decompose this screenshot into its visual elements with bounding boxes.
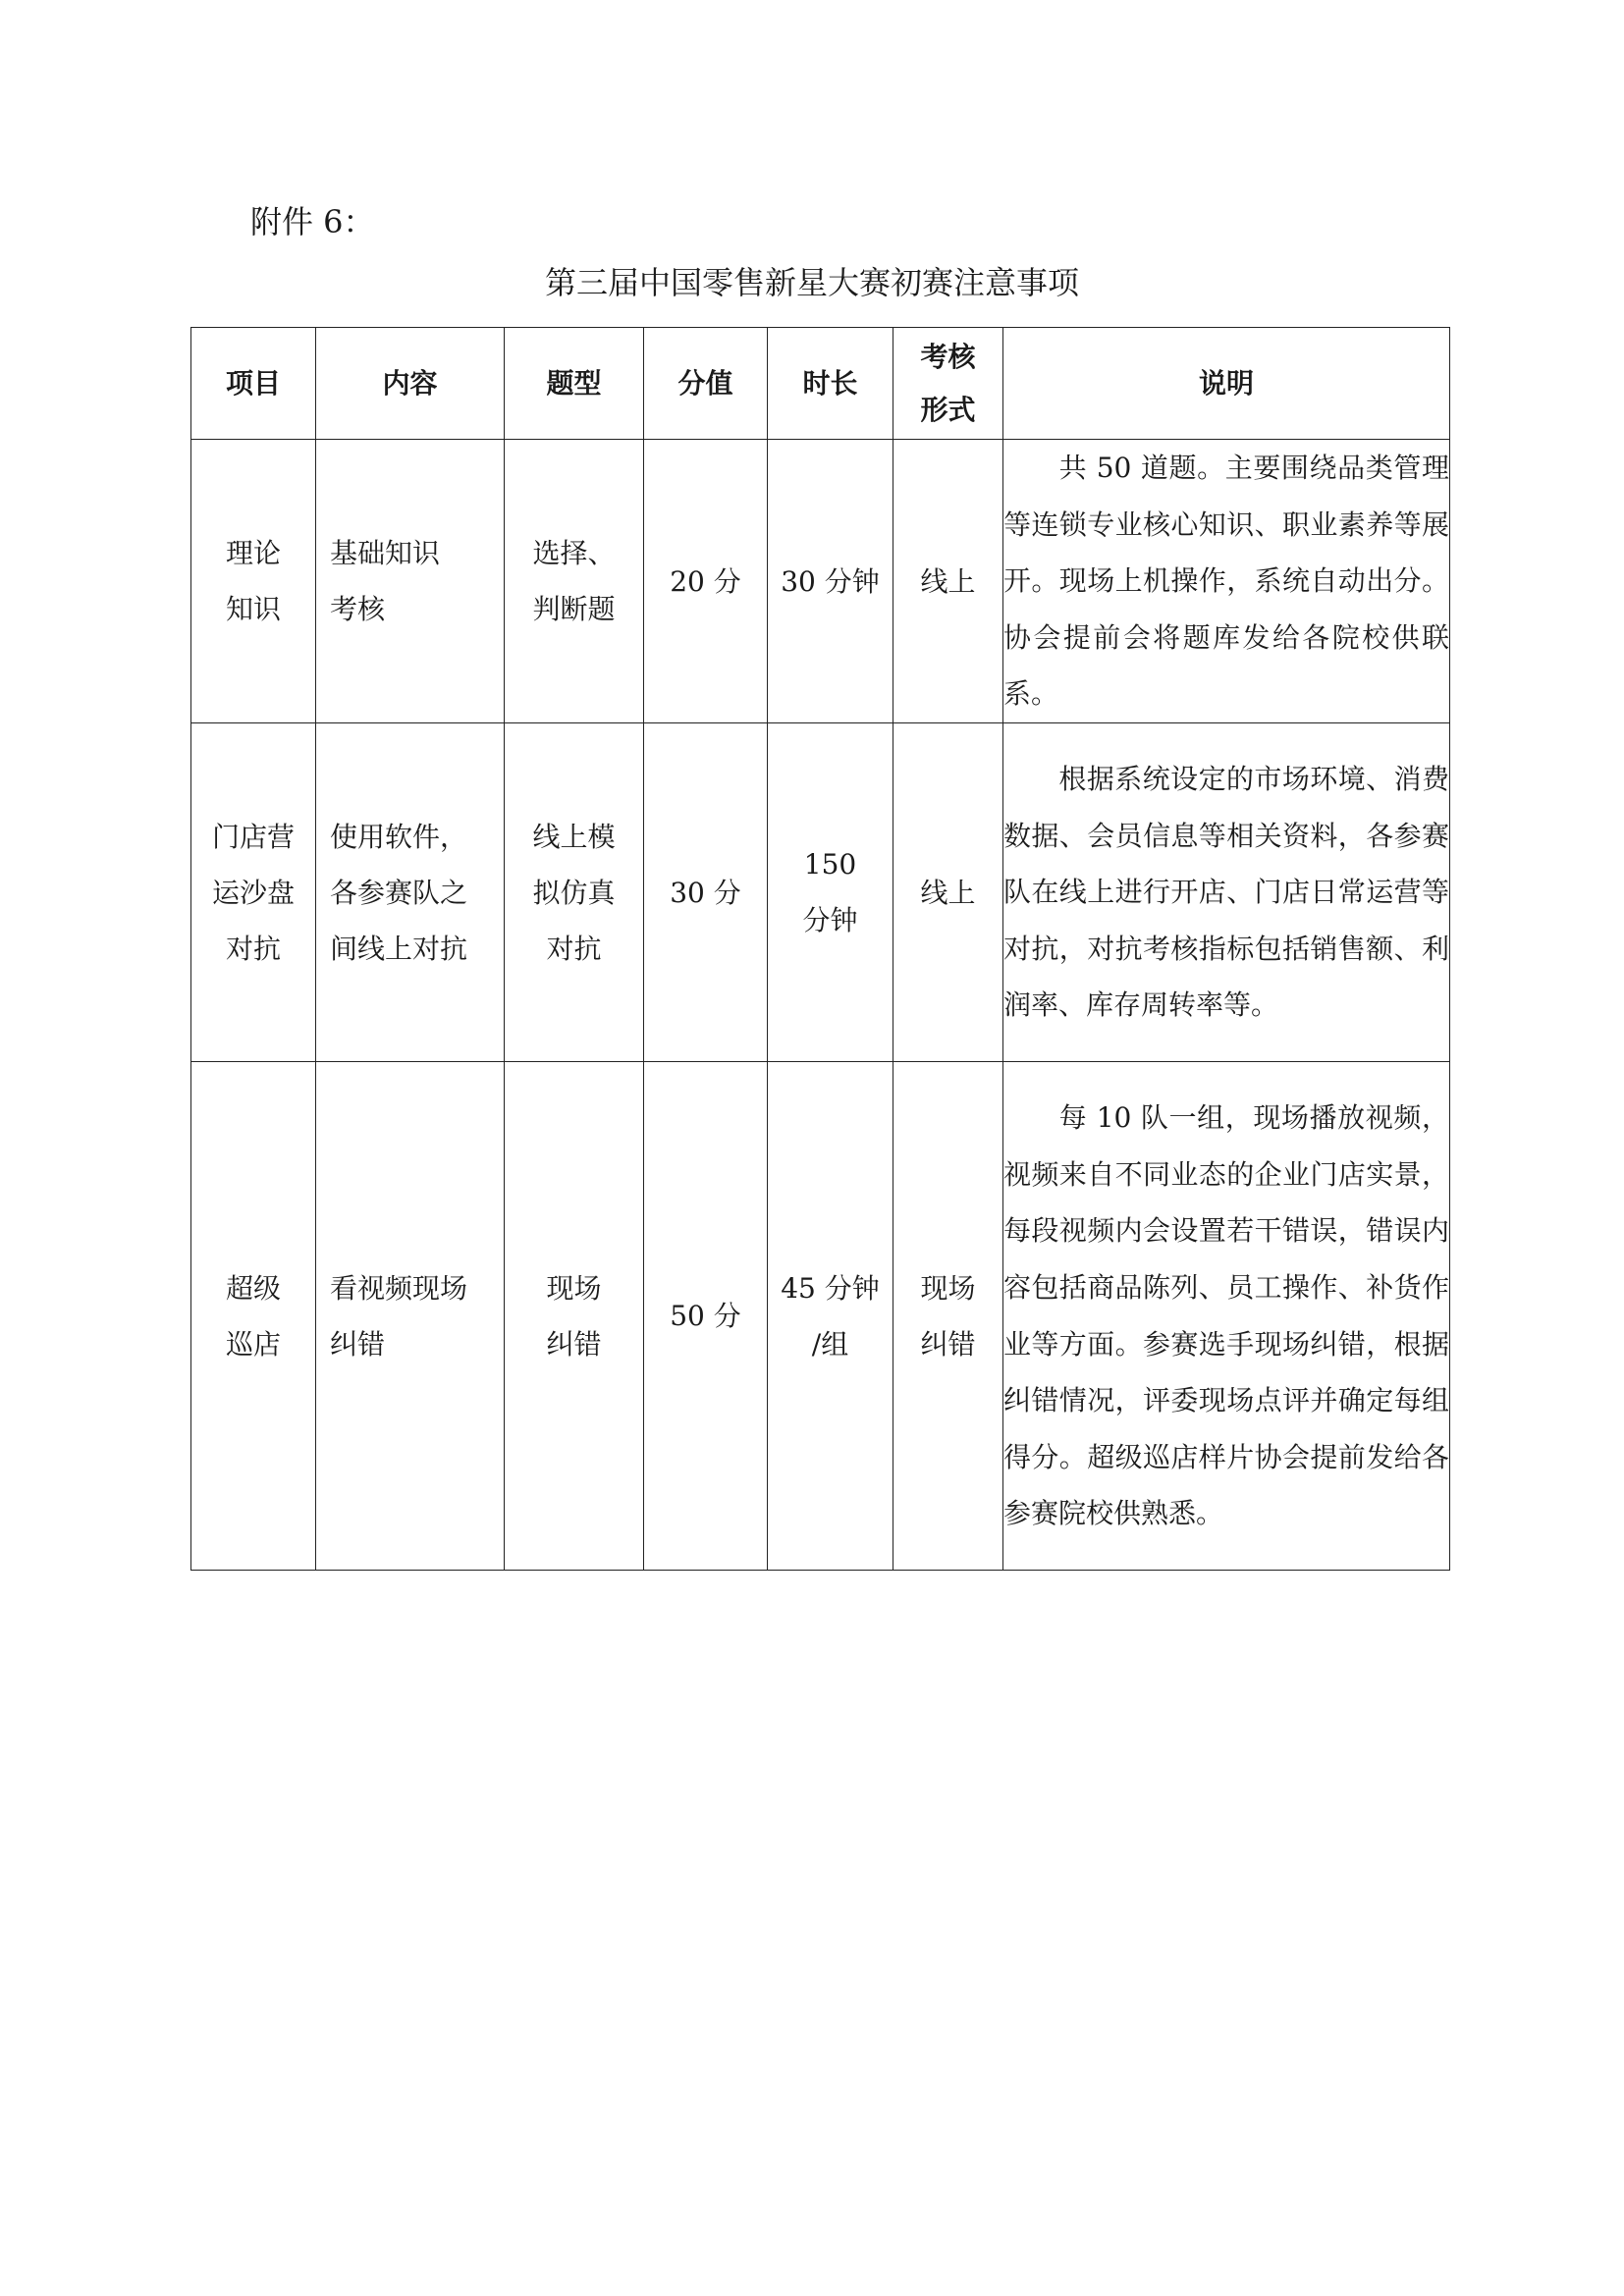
content-line: 间线上对抗 [330, 932, 468, 965]
score-line: 20 分 [670, 564, 741, 598]
type-line: 现场 [546, 1271, 602, 1305]
type-cell [505, 1062, 644, 1571]
rules-table [190, 327, 1450, 1571]
header-duration: 时长 [768, 328, 893, 440]
content-line: 使用软件， [330, 820, 468, 853]
type-line: 拟仿真 [532, 876, 616, 909]
duration-line: 分钟 [802, 904, 858, 936]
duration-line: 150 [803, 848, 857, 881]
item-line: 门店营 [211, 820, 295, 853]
document-title: 第三届中国零售新星大赛初赛注意事项 [544, 264, 1079, 301]
duration-line: 45 分钟 [781, 1271, 880, 1305]
item-cell [191, 723, 316, 1062]
attachment-label: 附件 6： [250, 203, 375, 240]
format-cell [893, 1062, 1003, 1571]
content-line: 纠错 [330, 1327, 386, 1361]
content-line: 看视频现场 [330, 1271, 468, 1305]
desc-text: 根据系统设定的市场环境、消费数据、会员信息等相关资料，各参赛队在线上进行开店、门店日常运营等对抗，对抗考核指标包括销售额、利润率、库存周转率等。 [1003, 763, 1449, 1022]
desc-cell [1003, 440, 1450, 723]
item-line: 超级 [225, 1271, 281, 1305]
header-item: 项目 [191, 328, 316, 440]
type-line: 纠错 [546, 1327, 602, 1361]
duration-line: 30 分钟 [781, 564, 880, 598]
score-cell [644, 440, 768, 723]
score-cell [644, 1062, 768, 1571]
score-line: 30 分 [670, 876, 741, 909]
type-cell [505, 440, 644, 723]
item-cell [191, 440, 316, 723]
type-cell [505, 723, 644, 1062]
header-format [893, 328, 1003, 440]
item-line: 巡店 [225, 1327, 281, 1361]
content-line: 各参赛队之 [330, 876, 468, 909]
header-desc: 说明 [1003, 328, 1450, 440]
desc-text: 每 10 队一组，现场播放视频，视频来自不同业态的企业门店实景，每段视频内会设置若干错误，错误内容包括商品陈列、员工操作、补货作业等方面。参赛选手现场纠错，根据纠错情况，评委现场点评并确定每组得分。超级巡店样片协会提前发给各参赛院校供熟悉。 [1003, 1101, 1449, 1530]
desc-text: 共 50 道题。主要围绕品类管理等连锁专业核心知识、职业素养等展开。现场上机操作，系统自动出分。协会提前会将题库发给各院校供联系。 [1003, 452, 1449, 711]
desc-cell [1003, 723, 1450, 1062]
table-row [191, 1062, 1450, 1571]
format-line: 线上 [920, 876, 976, 909]
item-line: 理论 [225, 537, 281, 569]
header-type: 题型 [505, 328, 644, 440]
format-cell [893, 723, 1003, 1062]
duration-cell [768, 1062, 893, 1571]
header-content: 内容 [316, 328, 505, 440]
duration-cell [768, 723, 893, 1062]
type-line: 对抗 [546, 932, 602, 965]
type-line: 判断题 [532, 593, 616, 625]
header-row [191, 328, 1450, 440]
duration-line: /组 [811, 1327, 849, 1361]
content-line: 基础知识 [330, 537, 441, 569]
content-line: 考核 [330, 593, 386, 625]
format-line: 纠错 [920, 1327, 976, 1361]
content-cell [316, 723, 505, 1062]
content-cell [316, 1062, 505, 1571]
table-row [191, 723, 1450, 1062]
type-line: 线上模 [532, 820, 616, 853]
header-format-line: 形式 [920, 393, 976, 426]
item-line: 运沙盘 [211, 876, 295, 909]
format-line: 现场 [920, 1271, 976, 1305]
content-cell [316, 440, 505, 723]
header-score: 分值 [644, 328, 768, 440]
header-format-line: 考核 [920, 340, 976, 373]
score-cell [644, 723, 768, 1062]
item-line: 对抗 [225, 932, 281, 965]
score-line: 50 分 [670, 1300, 741, 1332]
item-cell [191, 1062, 316, 1571]
format-line: 线上 [920, 564, 976, 598]
item-line: 知识 [225, 593, 281, 625]
format-cell [893, 440, 1003, 723]
table-row [191, 440, 1450, 723]
type-line: 选择、 [532, 537, 616, 569]
desc-cell [1003, 1062, 1450, 1571]
duration-cell [768, 440, 893, 723]
